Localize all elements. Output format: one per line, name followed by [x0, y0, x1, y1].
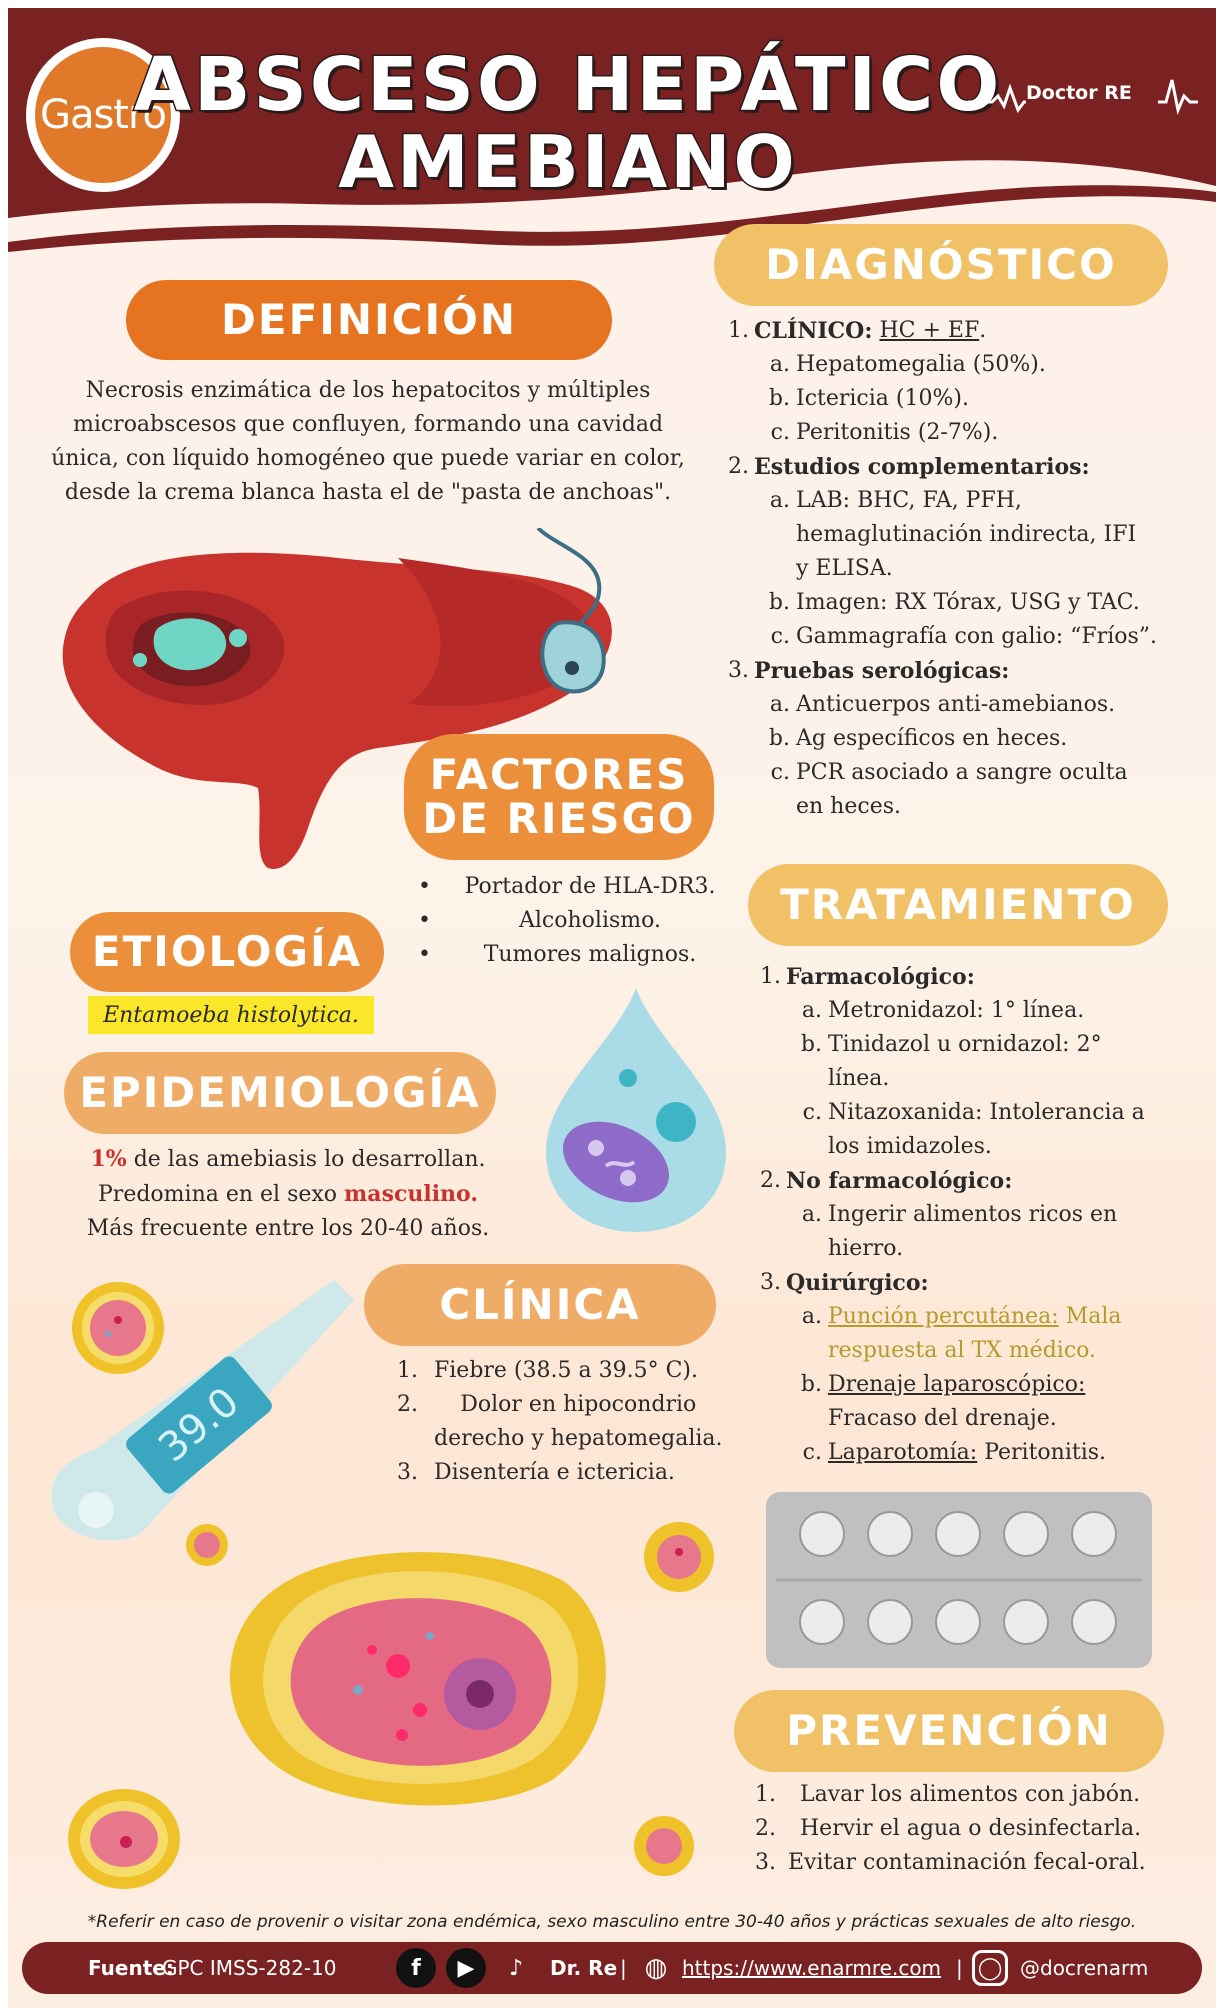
list-item: 3. Pruebas serológicas:	[728, 658, 1010, 684]
list-item: a. Hepatomegalia (50%).	[769, 352, 1046, 377]
instagram-icon[interactable]: ◯	[972, 1950, 1008, 1986]
list-item: 3. Disentería e ictericia.	[397, 1460, 675, 1485]
social-handle[interactable]: @docrenarm	[1020, 1956, 1149, 1980]
list-item: b. Imagen: RX Tórax, USG y TAC.	[768, 590, 1140, 615]
cell-icon	[68, 1278, 168, 1378]
list-item: 2. Dolor en hipocondrio derecho y hepatomegalia.	[397, 1392, 723, 1451]
list-item: a. Anticuerpos anti-amebianos.	[769, 692, 1116, 717]
list-item: 3. Quirúrgico:	[760, 1270, 929, 1296]
list-item: a. Ingerir alimentos ricos en hierro.	[801, 1202, 1118, 1261]
list-item: c. PCR asociado a sangre oculta en heces.	[770, 760, 1128, 819]
footer-bar	[22, 1942, 1202, 1994]
pill-blister-illustration	[766, 1492, 1152, 1668]
list-item: c. Nitazoxanida: Intolerancia a los imidazoles.	[802, 1100, 1145, 1159]
diagnostico-list	[728, 314, 1198, 824]
epidemiologia-heading: EPIDEMIOLOGÍA	[64, 1052, 496, 1134]
factores-heading-line-2: DE RIESGO	[422, 794, 696, 843]
list-item: a. Metronidazol: 1° línea.	[801, 998, 1085, 1023]
list-item: 3. Evitar contaminación fecal-oral.	[755, 1850, 1146, 1875]
cell-icon	[632, 1814, 696, 1878]
thermometer-reading: 39.0	[150, 1378, 248, 1472]
list-item: c. Peritonitis (2-7%).	[770, 420, 999, 445]
page-title-line-1: ABSCESO HEPÁTICO	[133, 42, 1003, 128]
list-item: c. Laparotomía: Peritonitis.	[802, 1440, 1107, 1465]
infographic-poster	[8, 8, 1216, 2008]
list-item: 1. Lavar los alimentos con jabón.	[755, 1782, 1141, 1807]
definicion-line: Necrosis enzimática de los hepatocitos y múltiples	[85, 378, 651, 403]
prevencion-heading: PREVENCIÓN	[734, 1690, 1164, 1772]
list-item: 2. Hervir el agua o desinfectarla.	[755, 1816, 1142, 1841]
list-item: • Portador de HLA-DR3.	[418, 874, 716, 899]
list-item: 1. Farmacológico:	[760, 964, 975, 990]
page-title-line-2: AMEBIANO	[338, 120, 798, 204]
epidemiologia-line: Predomina en el sexo masculino.	[98, 1181, 478, 1207]
definicion-line: desde la crema blanca hasta el de "pasta de anchoas".	[64, 480, 672, 505]
definicion-heading: DEFINICIÓN	[126, 280, 612, 360]
list-item: • Alcoholismo.	[418, 908, 661, 933]
cell-icon	[64, 1784, 184, 1894]
youtube-icon[interactable]: ▶	[446, 1948, 486, 1988]
separator: |	[620, 1956, 627, 1980]
tratamiento-heading: TRATAMIENTO	[748, 864, 1168, 946]
list-item: b. Ag específicos en heces.	[768, 726, 1068, 751]
list-item: a. Punción percutánea: Mala respuesta al TX médico.	[801, 1304, 1122, 1363]
factores-heading-line-1: FACTORES	[429, 749, 689, 799]
list-item: a. LAB: BHC, FA, PFH, hemaglutinación indirecta, IFI y ELISA.	[769, 488, 1137, 581]
definicion-line: única, con líquido homogéneo que puede variar en color,	[51, 446, 685, 471]
globe-icon: ◍	[644, 1953, 668, 1983]
cell-icon	[642, 1520, 716, 1594]
website-link[interactable]: https://www.enarmre.com	[682, 1956, 942, 1980]
source-label: Fuente:	[88, 1956, 174, 1980]
list-item: 1. Fiebre (38.5 a 39.5° C).	[397, 1358, 698, 1383]
list-item: b. Ictericia (10%).	[768, 386, 969, 411]
tiktok-icon[interactable]: ♪	[508, 1955, 524, 1981]
definicion-line: microabscesos que confluyen, formando una cavidad	[72, 412, 664, 437]
clinica-heading: CLÍNICA	[364, 1264, 716, 1346]
etiologia-heading: ETIOLOGÍA	[70, 912, 384, 992]
footer-note: *Referir en caso de provenir o visitar zona endémica, sexo masculino entre 30-40 años y prácticas sexuales de alto riesgo.	[87, 1912, 1137, 1932]
definicion-text	[48, 374, 688, 510]
brand-name: Doctor RE	[1026, 82, 1132, 104]
large-cell-illustration	[222, 1540, 616, 1808]
separator: |	[956, 1956, 963, 1980]
prevencion-list	[754, 1778, 1194, 1880]
factores-heading	[404, 734, 714, 860]
list-item: 2. Estudios complementarios:	[728, 454, 1090, 480]
epidemiologia-line: Más frecuente entre los 20-40 años.	[86, 1216, 490, 1241]
tratamiento-list	[760, 960, 1200, 1470]
diagnostico-heading: DIAGNÓSTICO	[714, 224, 1168, 306]
badge-label: Gastro	[39, 92, 167, 138]
epidemiologia-text	[48, 1142, 528, 1246]
etiologia-organism: Entamoeba histolytica.	[88, 996, 374, 1034]
list-item: 2. No farmacológico:	[760, 1168, 1013, 1194]
factores-list	[418, 870, 728, 972]
author-name: Dr. Re	[550, 1956, 618, 1980]
clinica-list	[378, 1354, 728, 1490]
epidemiologia-line: 1% de las amebiasis lo desarrollan.	[90, 1146, 486, 1172]
list-item: c. Gammagrafía con galio: “Fríos”.	[770, 624, 1158, 649]
source-value: GPC IMSS-282-10	[162, 1956, 337, 1980]
water-drop-bacteria-illustration	[536, 982, 736, 1236]
list-item: b. Drenaje laparoscópico: Fracaso del drenaje.	[800, 1372, 1086, 1431]
facebook-icon[interactable]: f	[396, 1948, 436, 1988]
list-item: 1. CLÍNICO: HC + EF .	[728, 318, 987, 344]
list-item: • Tumores malignos.	[418, 942, 697, 967]
list-item: b. Tinidazol u ornidazol: 2° línea.	[800, 1032, 1102, 1091]
